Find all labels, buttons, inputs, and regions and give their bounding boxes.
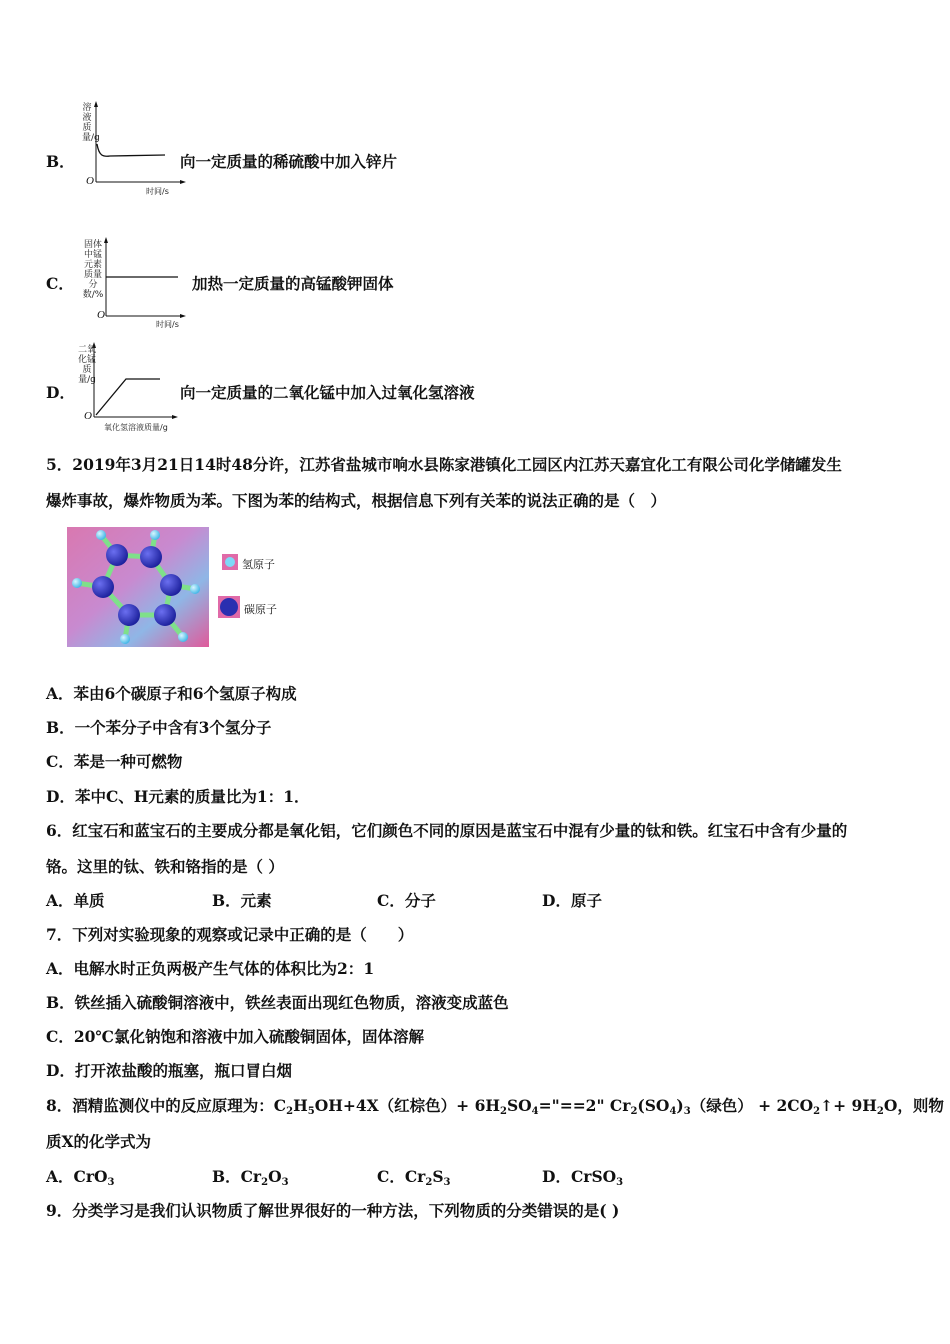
graph-c-origin: O bbox=[97, 309, 105, 321]
q5-option-b: B．一个苯分子中含有3个氢分子 bbox=[46, 718, 272, 737]
q6-option-d: D．原子 bbox=[542, 891, 602, 910]
q6-option-b: B．元素 bbox=[212, 891, 272, 910]
legend-hydrogen-label: 氢原子 bbox=[242, 558, 275, 571]
q5-stem-line1: 5．2019年3月21日14时48分许，江苏省盐城市响水县陈家港镇化工园区内江苏天嘉宜化工有限公司化学储罐发生 bbox=[46, 455, 842, 474]
q6-stem-line1: 6．红宝石和蓝宝石的主要成分都是氧化铝，它们颜色不同的原因是蓝宝石中混有少量的钛和铁。红宝石中含有少量的 bbox=[46, 821, 848, 840]
q5-option-d: D．苯中C、H元素的质量比为1：1． bbox=[46, 787, 310, 806]
q7-option-a: A．电解水时正负两极产生气体的体积比为2：1 bbox=[46, 959, 375, 978]
q5-option-c: C．苯是一种可燃物 bbox=[46, 752, 183, 771]
graph-d-caption: 向一定质量的二氧化锰中加入过氧化氢溶液 bbox=[180, 383, 475, 402]
q8-stem-line1: 8．酒精监测仪中的反应原理为：$C_2H_5OH+4X$（红棕色）+ $6H_2SO_4="==2$" $Cr_2(SO_4)_3$（绿色） + $2CO_2↑+ 9H_2O$，则物 bbox=[46, 1096, 944, 1117]
q6-option-c: C．分子 bbox=[377, 891, 436, 910]
legend-hydrogen-swatch bbox=[222, 554, 238, 570]
q9-stem: 9．分类学习是我们认识物质了解世界很好的一种方法，下列物质的分类错误的是( ) bbox=[46, 1201, 620, 1220]
graph-b-caption: 向一定质量的稀硫酸中加入锌片 bbox=[180, 152, 398, 171]
graph-c bbox=[100, 236, 190, 322]
benzene-model-image bbox=[67, 527, 209, 647]
q8-option-a: A．CrO$_3$ bbox=[46, 1167, 115, 1188]
q5-stem-line2: 爆炸事故，爆炸物质为苯。下图为苯的结构式，根据信息下列有关苯的说法正确的是（ ） bbox=[46, 491, 667, 510]
q8-option-d: D．CrSO$_3$ bbox=[542, 1167, 624, 1188]
legend-carbon-label: 碳原子 bbox=[244, 603, 277, 616]
option-b-letter: B． bbox=[46, 152, 75, 171]
graph-b bbox=[90, 100, 190, 190]
graph-c-ylabel: 固体中锰元素质量分数/% bbox=[82, 240, 104, 300]
graph-c-caption: 加热一定质量的高锰酸钾固体 bbox=[192, 274, 394, 293]
graph-b-curve bbox=[97, 144, 165, 156]
graph-d bbox=[88, 341, 180, 421]
q7-stem: 7．下列对实验现象的观察或记录中正确的是（ ） bbox=[46, 925, 414, 944]
graph-b-origin: O bbox=[86, 175, 94, 187]
option-d-letter: D． bbox=[46, 383, 75, 402]
option-c-letter: C． bbox=[46, 274, 74, 293]
graph-d-origin: O bbox=[84, 410, 92, 422]
graph-b-ylabel: 溶液质量/g bbox=[82, 103, 100, 143]
q5-option-a: A．苯由6个碳原子和6个氢原子构成 bbox=[46, 684, 297, 703]
q6-option-a: A．单质 bbox=[46, 891, 105, 910]
graph-d-curve bbox=[96, 379, 160, 415]
graph-b-xlabel: 时间/s bbox=[146, 187, 169, 196]
q8-option-c: C．$Cr_2S_3$ bbox=[377, 1167, 451, 1188]
legend-carbon-swatch bbox=[218, 596, 240, 618]
q8-stem-line2: 质X的化学式为 bbox=[46, 1132, 152, 1151]
q7-option-d: D．打开浓盐酸的瓶塞，瓶口冒白烟 bbox=[46, 1061, 292, 1080]
q8-option-b: B．$Cr_2O_3$ bbox=[212, 1167, 289, 1188]
graph-c-xlabel: 时间/s bbox=[156, 320, 179, 329]
graph-d-xlabel: 氧化氢溶液质量/g bbox=[104, 423, 168, 432]
graph-d-ylabel: 二氧化锰质量/g bbox=[78, 345, 97, 385]
q6-stem-line2: 铬。这里的钛、铁和铬指的是（ ） bbox=[46, 857, 284, 876]
q7-option-c: C．20℃氯化钠饱和溶液中加入硫酸铜固体，固体溶解 bbox=[46, 1027, 424, 1046]
q7-option-b: B．铁丝插入硫酸铜溶液中，铁丝表面出现红色物质，溶液变成蓝色 bbox=[46, 993, 509, 1012]
